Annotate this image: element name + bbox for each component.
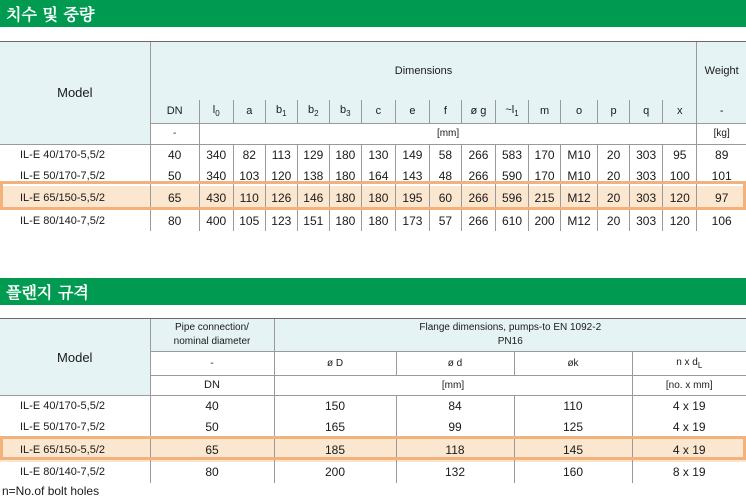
model-cell: IL-E 40/170-5,5/2 bbox=[0, 396, 150, 417]
column-header: $b_1$ bbox=[265, 100, 297, 123]
value-cell: 180 bbox=[361, 210, 395, 231]
value-cell: 146 bbox=[297, 186, 329, 210]
table-row bbox=[0, 438, 746, 462]
model-cell: IL-E 80/140-7,5/2 bbox=[0, 210, 150, 231]
column-header: x bbox=[663, 100, 697, 123]
dn-cell: 50 bbox=[150, 417, 274, 438]
value-cell: 58 bbox=[429, 144, 461, 165]
dimensions-table bbox=[0, 42, 746, 231]
value-cell: M10 bbox=[561, 144, 598, 165]
column-header: q bbox=[630, 100, 663, 123]
value-cell: 103 bbox=[233, 165, 265, 186]
value-cell: 430 bbox=[199, 186, 233, 210]
value-cell: 340 bbox=[199, 165, 233, 186]
value-cell: 143 bbox=[395, 165, 429, 186]
table-row bbox=[0, 165, 746, 186]
k-cell: 160 bbox=[514, 462, 632, 483]
value-cell: 266 bbox=[461, 144, 495, 165]
value-cell: 195 bbox=[395, 186, 429, 210]
table-row bbox=[0, 396, 746, 417]
dn-cell: 80 bbox=[150, 462, 274, 483]
dn-cell: 80 bbox=[150, 210, 199, 231]
weight-cell: 97 bbox=[697, 186, 746, 210]
flange-label-2: PN16 bbox=[497, 335, 523, 347]
value-cell: M10 bbox=[561, 165, 598, 186]
value-cell: 180 bbox=[361, 186, 395, 210]
column-header: c bbox=[361, 100, 395, 123]
D-cell: 165 bbox=[274, 417, 396, 438]
d-cell: 132 bbox=[396, 462, 514, 483]
dn-cell: 65 bbox=[150, 186, 199, 210]
model-header: Model bbox=[0, 319, 150, 396]
column-header: $\sim l_1$ bbox=[495, 100, 528, 123]
pipe-label-1: Pipe connection/ bbox=[175, 321, 249, 333]
value-cell: 48 bbox=[429, 165, 461, 186]
value-cell: 583 bbox=[495, 144, 528, 165]
D-cell: 200 bbox=[274, 462, 396, 483]
dn-cell: 50 bbox=[150, 165, 199, 186]
dn-cell: 40 bbox=[150, 396, 274, 417]
col-d-header: ø d bbox=[396, 351, 514, 375]
weight-header: Weight bbox=[697, 42, 746, 100]
footnote: n=No.of bolt holes bbox=[2, 484, 100, 498]
value-cell: 180 bbox=[329, 165, 361, 186]
mm-unit: [mm] bbox=[274, 375, 632, 395]
n-cell: 4 x 19 bbox=[672, 420, 706, 434]
value-cell: 180 bbox=[329, 144, 361, 165]
value-cell: 170 bbox=[529, 144, 561, 165]
dn-unit: - bbox=[150, 123, 199, 144]
pipe-dash: - bbox=[150, 351, 274, 375]
value-cell: 303 bbox=[630, 165, 663, 186]
table-row bbox=[0, 210, 746, 231]
d-cell: 99 bbox=[396, 417, 514, 438]
value-cell: 303 bbox=[630, 210, 663, 231]
section-title-dimensions: 치수 및 중량 bbox=[0, 0, 746, 27]
value-cell: 120 bbox=[663, 210, 697, 231]
column-header: $b_3$ bbox=[329, 100, 361, 123]
mm-unit: [mm] bbox=[199, 123, 697, 144]
value-cell: M12 bbox=[561, 210, 598, 231]
value-cell: 20 bbox=[598, 210, 630, 231]
model-cell: IL-E 40/170-5,5/2 bbox=[0, 144, 150, 165]
D-cell: 150 bbox=[274, 396, 396, 417]
value-cell: 120 bbox=[663, 186, 697, 210]
section-title-flange: 플랜지 규격 bbox=[0, 278, 746, 305]
value-cell: 149 bbox=[395, 144, 429, 165]
col-n-header: n x $d_L$ bbox=[632, 351, 746, 375]
model-cell: IL-E 50/170-7,5/2 bbox=[0, 417, 150, 438]
flange-label-1: Flange dimensions, pumps-to EN 1092-2 bbox=[419, 321, 602, 333]
table-row bbox=[0, 417, 746, 438]
column-header: - bbox=[697, 100, 746, 123]
value-cell: 303 bbox=[630, 144, 663, 165]
kg-unit: [kg] bbox=[697, 123, 746, 144]
value-cell: M12 bbox=[561, 186, 598, 210]
value-cell: 266 bbox=[461, 165, 495, 186]
model-cell: IL-E 65/150-5,5/2 bbox=[0, 438, 150, 462]
table-row bbox=[0, 144, 746, 165]
value-cell: 173 bbox=[395, 210, 429, 231]
value-cell: 120 bbox=[265, 165, 297, 186]
value-cell: 266 bbox=[461, 186, 495, 210]
model-cell: IL-E 65/150-5,5/2 bbox=[0, 186, 150, 210]
value-cell: 95 bbox=[663, 144, 697, 165]
value-cell: 340 bbox=[199, 144, 233, 165]
dn-cell: 65 bbox=[150, 438, 274, 462]
value-cell: 215 bbox=[529, 186, 561, 210]
value-cell: 138 bbox=[297, 165, 329, 186]
value-cell: 126 bbox=[265, 186, 297, 210]
value-cell: 110 bbox=[233, 186, 265, 210]
value-cell: 57 bbox=[429, 210, 461, 231]
column-header: m bbox=[529, 100, 561, 123]
value-cell: 82 bbox=[233, 144, 265, 165]
model-header: Model bbox=[0, 42, 150, 144]
column-header: $l_0$ bbox=[199, 100, 233, 123]
value-cell: 130 bbox=[361, 144, 395, 165]
d-cell: 118 bbox=[396, 438, 514, 462]
weight-cell: 106 bbox=[711, 213, 732, 228]
dn-cell: 40 bbox=[150, 144, 199, 165]
D-cell: 185 bbox=[274, 438, 396, 462]
value-cell: 303 bbox=[630, 186, 663, 210]
column-header: ø g bbox=[461, 100, 495, 123]
value-cell: 164 bbox=[361, 165, 395, 186]
model-cell: IL-E 50/170-7,5/2 bbox=[0, 165, 150, 186]
value-cell: 596 bbox=[495, 186, 528, 210]
k-cell: 125 bbox=[514, 417, 632, 438]
column-header: o bbox=[561, 100, 598, 123]
value-cell: 105 bbox=[233, 210, 265, 231]
value-cell: 20 bbox=[598, 165, 630, 186]
value-cell: 180 bbox=[329, 186, 361, 210]
d-cell: 84 bbox=[396, 396, 514, 417]
weight-cell: 89 bbox=[715, 147, 729, 162]
weight-cell: 101 bbox=[711, 168, 732, 183]
k-cell: 110 bbox=[514, 396, 632, 417]
value-cell: 400 bbox=[199, 210, 233, 231]
column-header: f bbox=[429, 100, 461, 123]
table-row bbox=[0, 462, 746, 483]
table-row bbox=[0, 186, 746, 210]
column-header: p bbox=[598, 100, 630, 123]
flange-header bbox=[274, 319, 746, 351]
k-cell: 145 bbox=[514, 438, 632, 462]
column-header: e bbox=[395, 100, 429, 123]
n-cell: 4 x 19 bbox=[632, 438, 746, 462]
value-cell: 590 bbox=[495, 165, 528, 186]
model-cell: IL-E 80/140-7,5/2 bbox=[0, 462, 150, 483]
value-cell: 200 bbox=[529, 210, 561, 231]
value-cell: 123 bbox=[265, 210, 297, 231]
value-cell: 170 bbox=[529, 165, 561, 186]
pipe-connection-header bbox=[150, 319, 274, 351]
column-header: $b_2$ bbox=[297, 100, 329, 123]
value-cell: 180 bbox=[329, 210, 361, 231]
value-cell: 20 bbox=[598, 144, 630, 165]
value-cell: 113 bbox=[265, 144, 297, 165]
col-D-header: ø D bbox=[274, 351, 396, 375]
value-cell: 20 bbox=[598, 186, 630, 210]
n-cell: 8 x 19 bbox=[672, 465, 706, 479]
value-cell: 151 bbox=[297, 210, 329, 231]
value-cell: 60 bbox=[429, 186, 461, 210]
dn-unit: DN bbox=[150, 375, 274, 395]
column-header: DN bbox=[150, 100, 199, 123]
col-k-header: øk bbox=[514, 351, 632, 375]
flange-table bbox=[0, 319, 746, 483]
value-cell: 610 bbox=[495, 210, 528, 231]
nmm-unit: [no. x mm] bbox=[632, 375, 746, 395]
value-cell: 129 bbox=[297, 144, 329, 165]
column-header: a bbox=[233, 100, 265, 123]
dimensions-header: Dimensions bbox=[150, 42, 697, 100]
n-cell: 4 x 19 bbox=[672, 399, 706, 413]
pipe-label-2: nominal diameter bbox=[173, 335, 251, 347]
value-cell: 100 bbox=[663, 165, 697, 186]
value-cell: 266 bbox=[461, 210, 495, 231]
